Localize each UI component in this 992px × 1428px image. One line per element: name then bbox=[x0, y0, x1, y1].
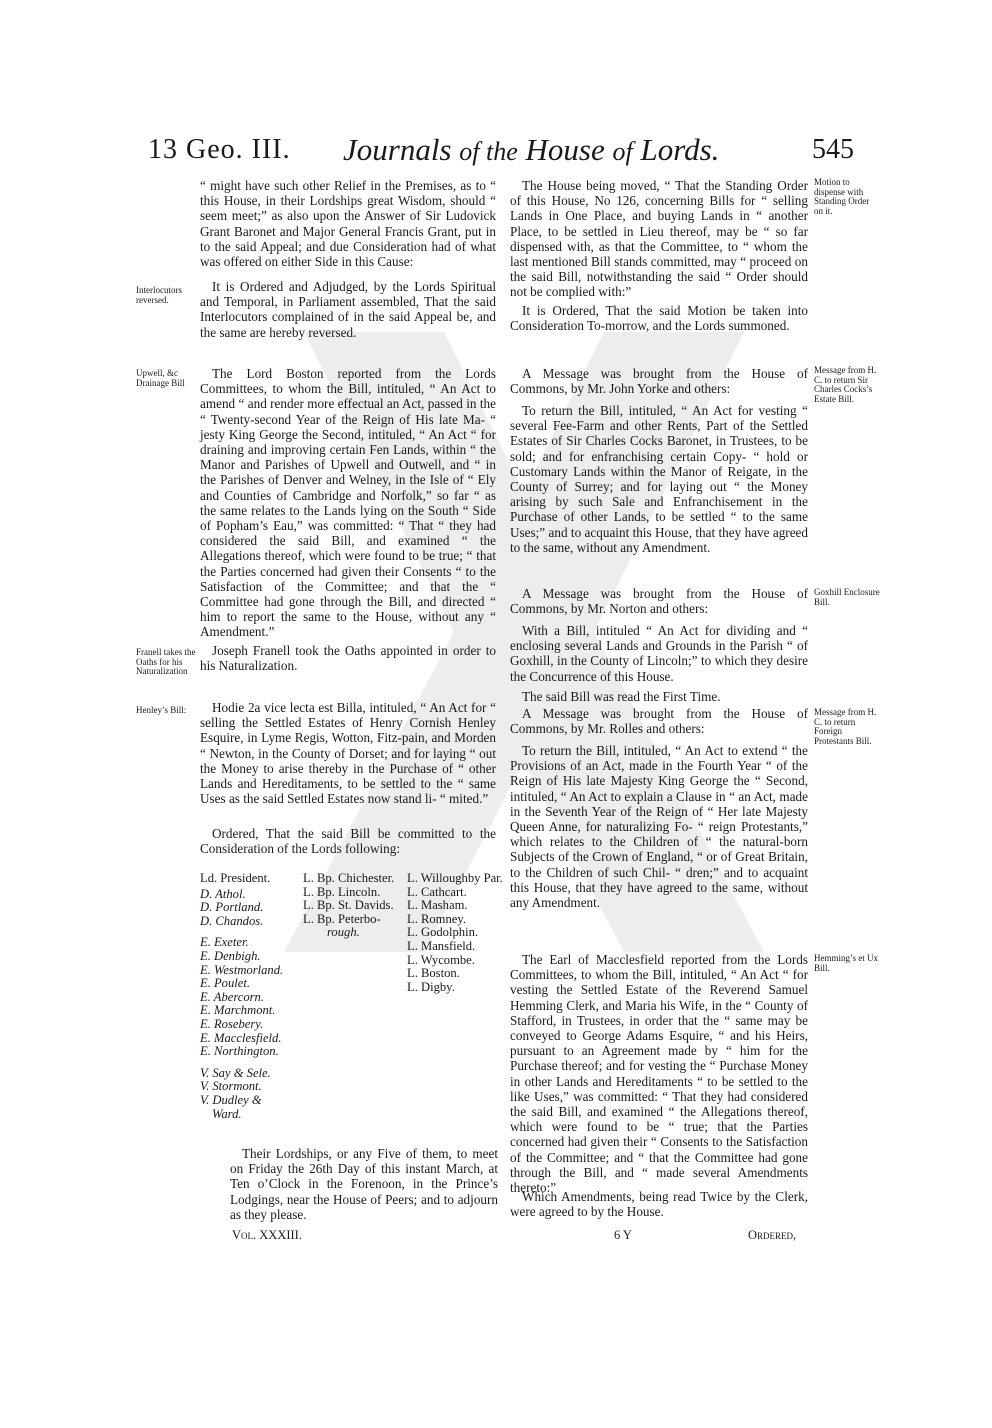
lord-entry: E. Abercorn. bbox=[200, 989, 265, 1004]
paragraph-message-rolles: A Message was brought from the House of Commons, by Mr. Rolles and others: bbox=[510, 706, 808, 737]
lord-entry: E. Northington. bbox=[200, 1044, 279, 1059]
lord-entry: L. Bp. Lincoln. bbox=[303, 884, 381, 899]
paragraph-meeting: Their Lordships, or any Five of them, to meet on Friday the 26th Day of this instant March, at Ten o’Clock in the Forenoon, in the Prince’s Lodgings, near the House of Peers; and to adjourn as they please. bbox=[230, 1146, 498, 1222]
paragraph-first-reading: The said Bill was read the First Time. bbox=[522, 689, 721, 704]
paragraph-foreign-protestants: To return the Bill, intituled, “ An Act to extend “ the Provisions of an Act, made in the Fourth Year “ of the Reign of His late Majesty King George the “ Second, intituled, “ An Act to explain a Clause in “ an Act, made in the Seventh Year of the Reign of “ Her late Majesty Queen Anne, for naturalizing Fo- “ reign Protestants,” which relates to the Children of “ the natural-born Subjects of the Crown of England, “ or of Great Britain, to the Children of such Chil- “ dren;” and to acquaint this House, that they have agreed to the same, without any Amendment. bbox=[510, 743, 808, 911]
lord-entry: V. Say & Sele. bbox=[200, 1065, 271, 1080]
paragraph-message-norton: A Message was brought from the House of Commons, by Mr. Norton and others: bbox=[510, 586, 808, 617]
paragraph-motion-ordered: It is Ordered, That the said Motion be taken into Consideration To-morrow, and the Lords summoned. bbox=[510, 303, 808, 334]
lord-entry: E. Macclesfield. bbox=[200, 1030, 282, 1045]
lord-entry: E. Poulet. bbox=[200, 976, 251, 991]
lord-entry: rough. bbox=[327, 925, 360, 940]
margin-note-franell: Franell takes the Oaths for his Naturalization bbox=[136, 647, 196, 677]
page-header bbox=[0, 134, 992, 174]
lord-entry: D. Athol. bbox=[200, 886, 246, 901]
lord-entry: E. Exeter. bbox=[200, 935, 249, 950]
lord-entry: E. Marchmont. bbox=[200, 1003, 276, 1018]
paragraph-motion-standing-order: The House being moved, “ That the Standing Order of this House, No 126, concerning Bills for “ selling Lands in One Place, and buying Lands in “ another Place, to be settled in Lieu thereof, may be “ so far dispensed with, as that the Committee, to “ whom the last mentioned Bill stands committed, may “ proceed on the said Bill, notwithstanding the said “ Order should not be complied with:” bbox=[510, 178, 808, 300]
catchword: Ordered, bbox=[748, 1228, 797, 1242]
lord-entry: L. Boston. bbox=[407, 966, 460, 981]
lords-column-1 bbox=[200, 872, 300, 1121]
page-number: 545 bbox=[812, 134, 854, 165]
lord-entry: L. Bp. Chichester. bbox=[303, 871, 395, 885]
paragraph-goxhill-bill: With a Bill, intituled “ An Act for dividing and “ enclosing several Lands and Grounds in the Parish “ of Goxhill, in the County of Lincoln;” to which they desire the Concurrence of this House. bbox=[510, 623, 808, 684]
lord-entry: Ld. President. bbox=[200, 871, 271, 885]
lord-entry: L. Bp. St. Davids. bbox=[303, 898, 394, 913]
lord-entry: V. Stormont. bbox=[200, 1079, 262, 1094]
regnal-year: 13 Geo. III. bbox=[148, 134, 291, 165]
lord-entry: E. Westmorland. bbox=[200, 962, 284, 977]
lords-column-2 bbox=[303, 872, 407, 940]
lord-entry: L. Masham. bbox=[407, 898, 468, 913]
lord-entry: E. Rosebery. bbox=[200, 1016, 264, 1031]
paragraph-hemming-report: The Earl of Macclesfield reported from the Lords Committees, to whom the Bill, intituled, “ An Act “ for vesting the Settled Estate of the Reverend Samuel Hemming Clerk, and Maria his Wife, in the “ County of Stafford, in Trustees, in order that the “ same may be conveyed to George Adams Esquire, “ and his Heirs, pursuant to an Agreement made by “ him for the Purchase thereof; and for vesting the “ Purchase Money in other Lands and Hereditaments “ to be settled to the like Uses,” was committed: “ That they had considered the said Bill, and examined “ the Allegations thereof, which were found to be “ true; that the Parties concerned had given their “ Consents to the Satisfaction of the Committee; and “ that the Committee had gone through the Bill, and “ made several Amendments thereto:” bbox=[510, 952, 808, 1196]
lord-entry: L. Cathcart. bbox=[407, 884, 467, 899]
paragraph-henley-bill: Hodie 2a vice lecta est Billa, intituled, “ An Act for “ selling the Settled Estates of Henry Cornish Henley Esquire, in Lyme Regis, Wotton, Fitz-pain, and Morden “ Newton, in the County of Dorset; and for laying “ out the Money to arise thereby in the Purchase of “ other Lands and Hereditaments, to be settled to the “ same Uses as the said Settled Estates now stand li- “ mited.” bbox=[200, 700, 496, 807]
margin-note-goxhill: Goxhill Enclosure Bill. bbox=[814, 587, 880, 607]
lord-entry: L. Godolphin. bbox=[407, 925, 479, 940]
paragraph-amendments-agreed: Which Amendments, being read Twice by the Clerk, were agreed to by the House. bbox=[510, 1189, 808, 1220]
volume-number: Vol. XXXIII. bbox=[232, 1228, 302, 1242]
lord-entry: D. Portland. bbox=[200, 900, 264, 915]
paragraph-message-yorke: A Message was brought from the House of Commons, by Mr. John Yorke and others: bbox=[510, 366, 808, 397]
lord-entry: L. Digby. bbox=[407, 979, 455, 994]
margin-note-hemming: Hemming’s et Ux Bill. bbox=[814, 953, 878, 973]
lord-entry: L. Mansfield. bbox=[407, 938, 476, 953]
margin-note-upwell: Upwell, &c Drainage Bill bbox=[136, 368, 185, 388]
lord-entry: L. Willoughby Par. bbox=[407, 871, 503, 885]
margin-note-foreign: Message from H. C. to return Foreign Protestants Bill. bbox=[814, 707, 877, 746]
lord-entry: D. Chandos. bbox=[200, 913, 264, 928]
margin-note-henley: Henley’s Bill: bbox=[136, 705, 187, 715]
lord-entry: L. Romney. bbox=[407, 911, 466, 926]
paragraph-interlocutors-reversed: It is Ordered and Adjudged, by the Lords Spiritual and Temporal, in Parliament assembled, That the said Interlocutors complained of in the said Appeal be, and the same are hereby reversed. bbox=[200, 279, 496, 340]
paragraph-franell-oaths: Joseph Franell took the Oaths appointed in order to his Naturalization. bbox=[200, 643, 496, 674]
paragraph-upwell-report: The Lord Boston reported from the Lords Committees, to whom the Bill, intituled, “ An Act to amend “ and render more effectual an Act, passed in the “ Twenty-second Year of the Reign of His late Ma- “ jesty King George the Second, intituled, “ An Act “ for draining and improving certain Fen Lands, within “ the Manor and Parishes of Upwell and Outwell, and “ in the Parishes of Denver and Welney, in the Isle of “ Ely and Counties of Cambridge and Norfolk,” so far “ as the same relates to the Lands lying on the South “ Side of Popham’s Eau,” was committed: “ That “ they had considered the said Bill, and examined “ the Allegations thereof, which were found to be true; “ that the Parties concerned had given their Consents “ to the Satisfaction of the Committee; and that the “ Committee had gone through the Bill, and directed “ him to report the same to the House, without any “ Amendment.” bbox=[200, 366, 496, 640]
margin-note-cocks: Message from H. C. to return Sir Charles Cocks’s Estate Bill. bbox=[814, 365, 877, 404]
lords-column-3 bbox=[407, 872, 507, 994]
journal-title: Journals of the House of Lords. bbox=[343, 132, 720, 167]
lord-entry: V. Dudley & bbox=[200, 1092, 262, 1107]
margin-note-motion: Motion to dispense with Standing Order on it. bbox=[814, 177, 870, 216]
paragraph-relief: “ might have such other Relief in the Premises, as to “ this House, in their Lordships great Wisdom, should “ seem meet;” as also upon the Answer of Sir Ludovick Grant Baronet and Major General Francis Grant, put in to the said Appeal; and due Consideration had of what was offered on either Side in this Cause: bbox=[200, 178, 496, 270]
signature-mark: 6 Y bbox=[614, 1228, 632, 1242]
lord-entry: Ward. bbox=[212, 1106, 242, 1121]
lord-entry: L. Bp. Peterbo- bbox=[303, 911, 381, 926]
margin-note-interlocutors: Interlocutors reversed. bbox=[136, 285, 182, 305]
paragraph-ordered-committed: Ordered, That the said Bill be committed to the Consideration of the Lords following: bbox=[200, 826, 496, 857]
lord-entry: L. Wycombe. bbox=[407, 952, 475, 967]
lord-entry: E. Denbigh. bbox=[200, 948, 261, 963]
paragraph-cocks-bill: To return the Bill, intituled, “ An Act for vesting “ several Fee-Farm and other Rents, Part of the Settled Estates of Sir Charles Cocks Baronet, in Trustees, to be sold; and for enfranchising certain Copy- “ hold or Customary Lands within the Manor of Reigate, in the County of Surrey; and for laying out “ the Money arising by such Sale and Enfranchisement in the Purchase of other Lands, to be settled “ to the same Uses;” and to acquaint this House, that they have agreed to the same, without any Amendment. bbox=[510, 403, 808, 555]
